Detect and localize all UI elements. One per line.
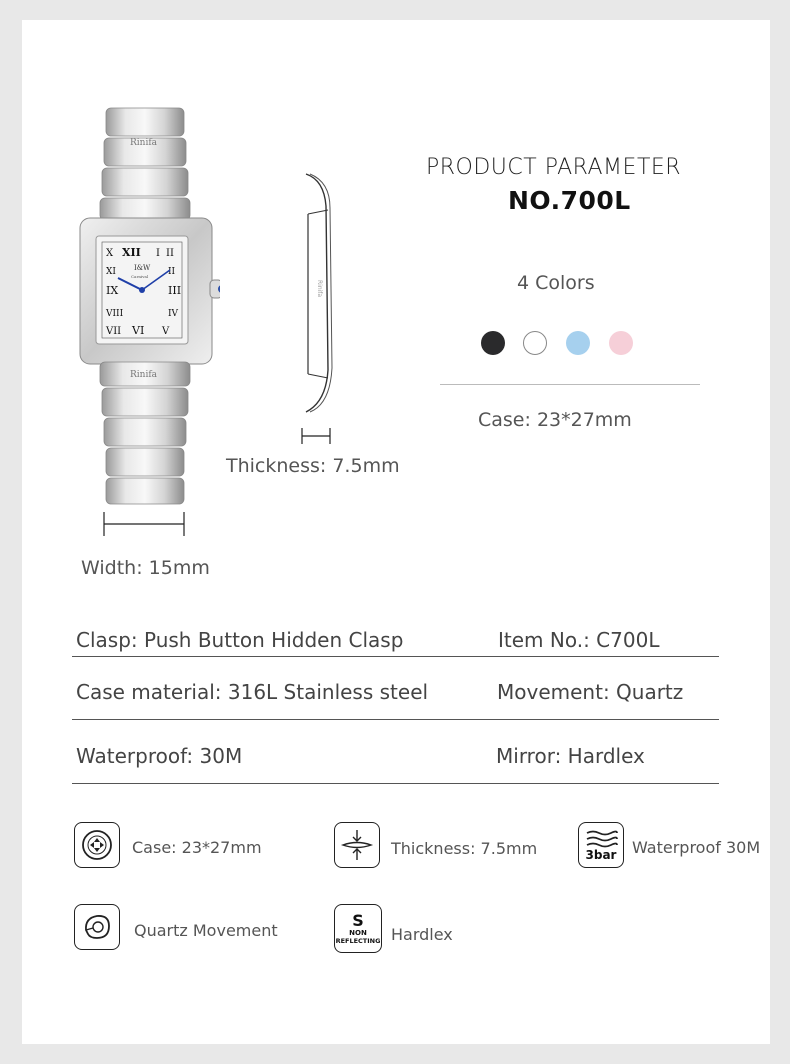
non-reflecting-non: NON — [349, 929, 367, 937]
feature-thickness-label: Thickness: 7.5mm — [391, 839, 538, 858]
svg-text:II: II — [168, 267, 176, 277]
svg-text:XI: XI — [106, 267, 116, 277]
svg-text:IV: IV — [168, 309, 179, 319]
thickness-dimension-line — [300, 428, 332, 444]
feature-waterproof-label: Waterproof 30M — [632, 838, 761, 857]
svg-text:VI: VI — [132, 324, 145, 337]
color-swatch-black[interactable] — [481, 331, 505, 355]
spec-case-material: Case material: 316L Stainless steel — [76, 680, 429, 704]
svg-text:X: X — [106, 248, 114, 259]
svg-text:I&W: I&W — [134, 264, 151, 272]
waterproof-badge-text: 3bar — [585, 847, 617, 862]
thickness-icon — [334, 822, 380, 868]
color-swatch-pink[interactable] — [609, 331, 633, 355]
svg-text:II: II — [166, 248, 174, 259]
svg-text:V: V — [162, 326, 170, 337]
color-swatch-blue[interactable] — [566, 331, 590, 355]
quartz-movement-icon — [74, 904, 120, 950]
svg-text:IX: IX — [106, 284, 119, 297]
svg-text:III: III — [168, 284, 182, 297]
svg-text:VII: VII — [106, 326, 122, 337]
case-size-text: Case: 23*27mm — [478, 409, 632, 431]
waterproof-3bar-icon — [578, 822, 624, 868]
spec-mirror: Mirror: Hardlex — [496, 744, 645, 768]
width-text: Width: 15mm — [81, 557, 210, 579]
thickness-text: Thickness: 7.5mm — [226, 455, 400, 477]
non-reflecting-word: REFLECTING — [335, 937, 381, 945]
bracelet-brand-top: Rinifa — [130, 138, 158, 148]
svg-text:Rinifa: Rinifa — [316, 280, 323, 298]
spec-clasp: Clasp: Push Button Hidden Clasp — [76, 628, 404, 652]
feature-case-label: Case: 23*27mm — [132, 838, 262, 857]
feature-quartz-label: Quartz Movement — [134, 921, 278, 940]
svg-text:I: I — [156, 248, 160, 259]
svg-text:XII: XII — [122, 246, 141, 259]
feature-hardlex-label: Hardlex — [391, 925, 453, 944]
bracelet-brand-bottom: Rinifa — [130, 370, 158, 380]
width-dimension-line — [102, 512, 186, 536]
page-title: PRODUCT PARAMETER — [426, 155, 682, 180]
spec-divider-1 — [72, 656, 719, 657]
spec-divider-3 — [72, 783, 719, 784]
non-reflecting-icon — [334, 904, 382, 953]
watch-side-image — [296, 170, 342, 418]
spec-waterproof: Waterproof: 30M — [76, 744, 243, 768]
spec-divider-2 — [72, 719, 719, 720]
svg-text:VIII: VIII — [106, 309, 124, 319]
case-size-icon — [74, 822, 120, 868]
colors-label: 4 Colors — [517, 272, 595, 294]
spec-item-no: Item No.: C700L — [498, 628, 660, 652]
model-number: NO.700L — [508, 186, 631, 215]
colors-divider — [440, 384, 700, 385]
non-reflecting-s: S — [352, 911, 364, 930]
spec-movement: Movement: Quartz — [497, 680, 684, 704]
color-swatch-white[interactable] — [523, 331, 547, 355]
svg-text:Carnival: Carnival — [131, 274, 149, 279]
watch-front-image — [76, 104, 220, 516]
